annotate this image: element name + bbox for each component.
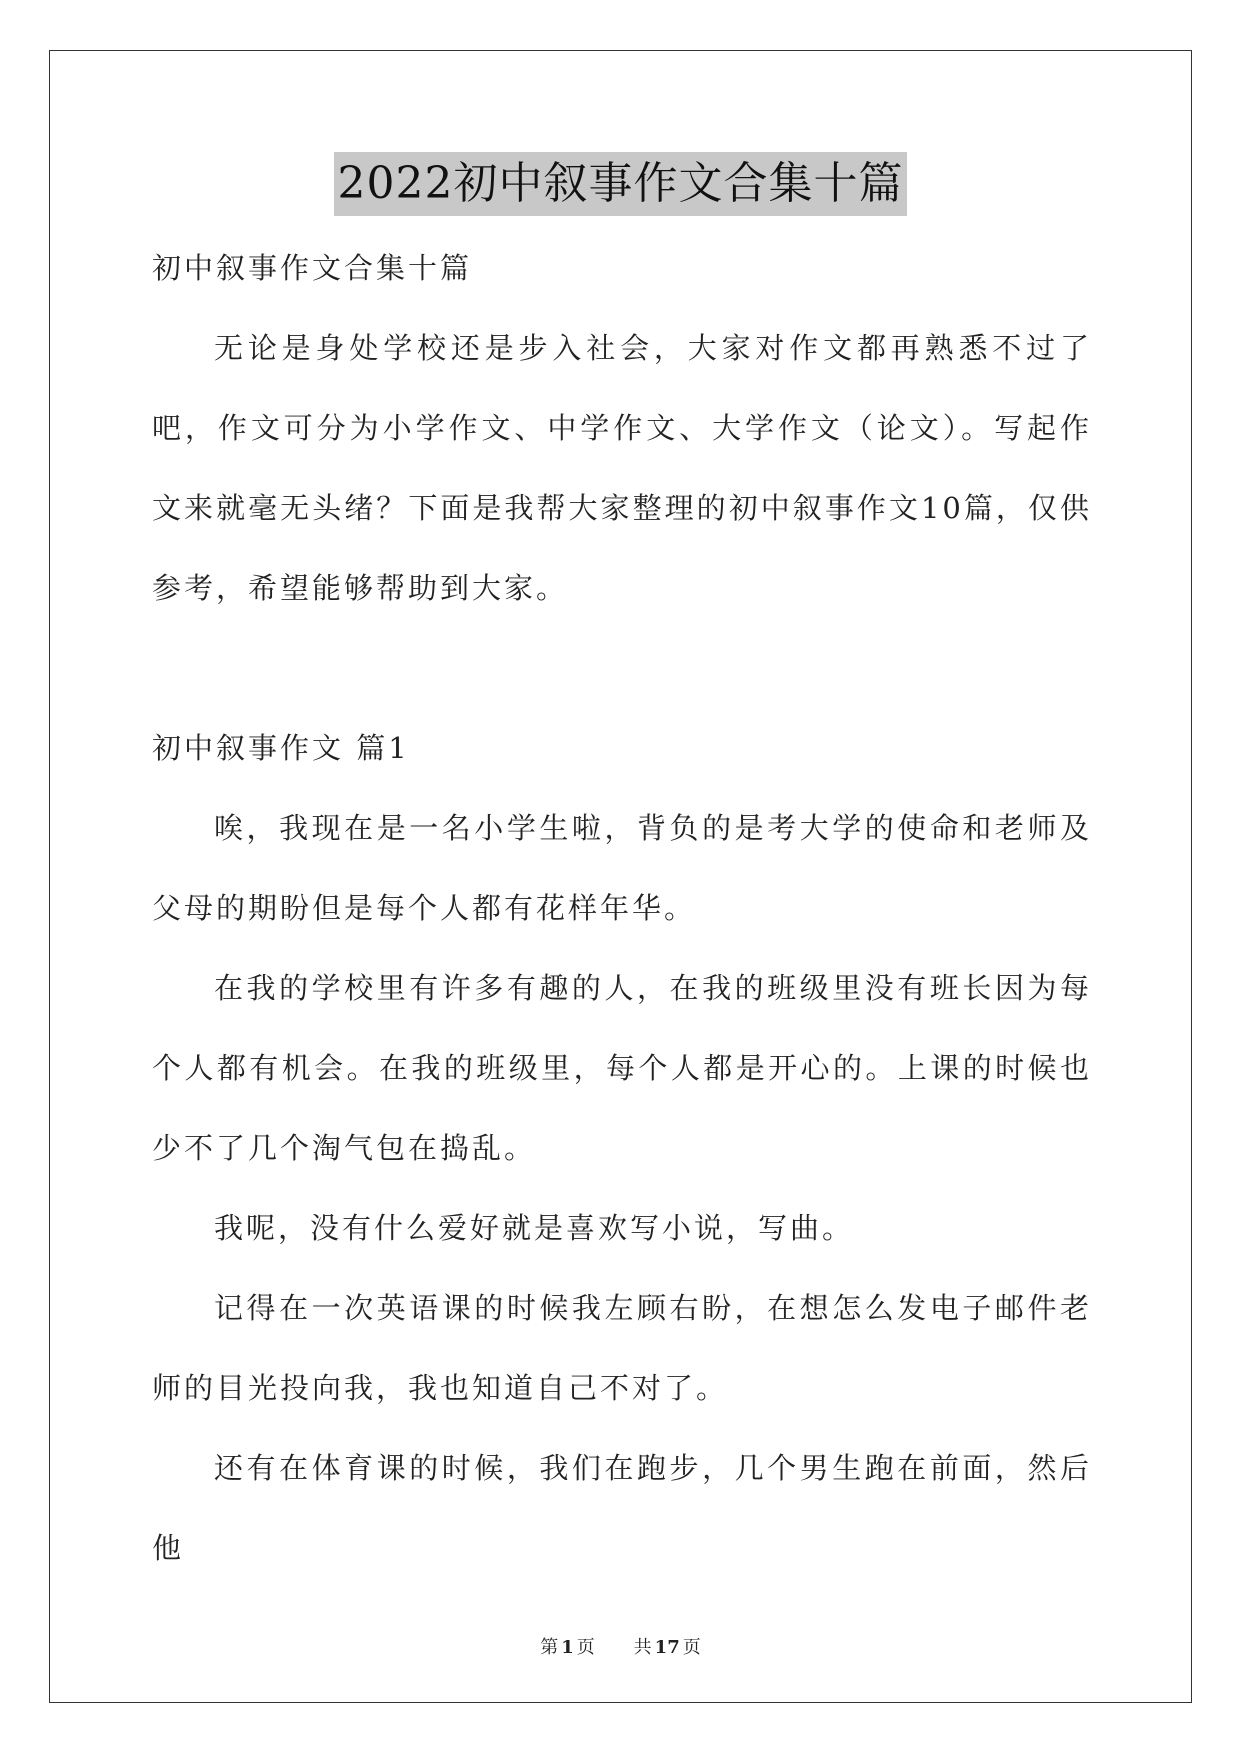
body-paragraph: 在我的学校里有许多有趣的人，在我的班级里没有班长因为每个人都有机会。在我的班级里，每个人都是开心的。上课的时候也少不了几个淘气包在捣乱。 [152, 971, 1092, 1165]
body-paragraph: 我呢，没有什么爱好就是喜欢写小说，写曲。 [214, 1211, 855, 1245]
footer-total-prefix: 共 [633, 1637, 652, 1658]
total-page-number: 17 [654, 1637, 680, 1658]
document-subtitle: 初中叙事作文合集十篇 [152, 251, 473, 285]
footer-total-suffix: 页 [682, 1637, 701, 1658]
section-heading: 初中叙事作文 篇1 [152, 731, 410, 765]
body-paragraph: 记得在一次英语课的时候我左顾右盼，在想怎么发电子邮件老师的目光投向我，我也知道自己不对了。 [152, 1291, 1092, 1405]
footer-prefix: 第 [540, 1637, 559, 1658]
intro-paragraph: 无论是身处学校还是步入社会，大家对作文都再熟悉不过了吧，作文可分为小学作文、中学作文、大学作文（论文）。写起作文来就毫无头绪？下面是我帮大家整理的初中叙事作文10篇，仅供参考，希望能够帮助到大家。 [152, 331, 1092, 605]
footer-page-suffix: 页 [576, 1637, 595, 1658]
body-paragraph: 唉，我现在是一名小学生啦，背负的是考大学的使命和老师及父母的期盼但是每个人都有花样年华。 [152, 811, 1092, 925]
current-page-number: 1 [561, 1637, 574, 1658]
document-title: 2022初中叙事作文合集十篇 [334, 152, 908, 216]
page-footer [0, 1633, 1241, 1659]
title-container [0, 152, 1241, 216]
body-paragraph: 还有在体育课的时候，我们在跑步，几个男生跑在前面，然后他 [152, 1451, 1092, 1565]
document-body [152, 228, 1092, 1588]
